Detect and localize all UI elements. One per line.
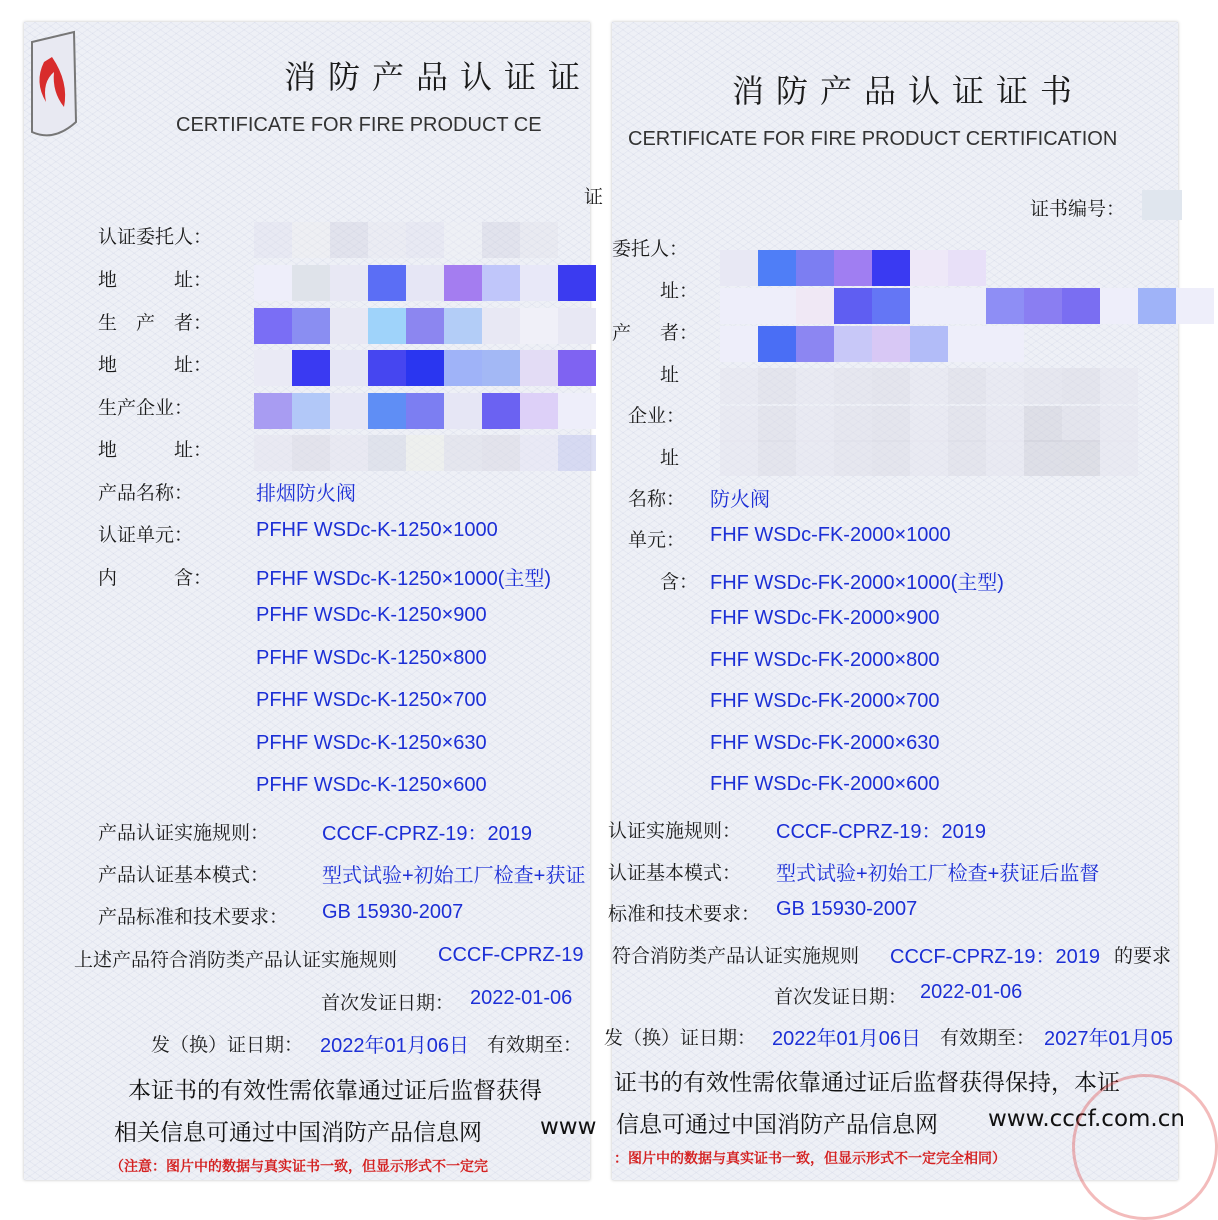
model-item: FHF WSDc-FK-2000×600 [710,773,940,795]
model-item: PFHF WSDc-K-1250×1000(主型) [256,568,552,590]
cert-no-label: 证书编号： [1030,198,1126,220]
unit-label: 认证单元： [98,524,194,546]
mode-value: 型式试验+初始工厂检查+获证后监督 [776,863,1100,885]
model-item: PFHF WSDc-K-1250×800 [256,647,487,669]
product-name-value: 排烟防火阀 [256,483,356,505]
conform-text: 符合消防类产品认证实施规则 [612,945,860,967]
factory-label: 生产企业： [98,397,194,419]
first-issue-value: 2022-01-06 [920,981,1023,1003]
unit-value: FHF WSDc-FK-2000×1000 [710,524,951,546]
redacted-producer [254,308,596,344]
model-item: FHF WSDc-FK-2000×700 [710,690,940,712]
standard-value: GB 15930-2007 [322,901,464,923]
conform-rule: CCCF-CPRZ-19：2019 [890,946,1101,968]
product-name-value: 防火阀 [710,489,770,511]
rule-value: CCCF-CPRZ-19：2019 [776,821,987,843]
address-label: 址 [660,364,680,386]
model-item: PFHF WSDc-K-1250×600 [256,774,487,796]
info-text: 相关信息可通过中国消防产品信息网 [114,1120,482,1146]
model-item: PFHF WSDc-K-1250×700 [256,689,487,711]
model-item: FHF WSDc-FK-2000×800 [710,649,940,671]
valid-value: 2027年01月05 [1044,1028,1173,1050]
certificate-left [24,22,604,1180]
model-item: PFHF WSDc-K-1250×630 [256,732,487,754]
product-name-label: 名称： [628,488,686,510]
issue-label: 发（换）证日期： [604,1027,757,1049]
issue-value: 2022年01月06日 [320,1035,469,1057]
certificate-title: 消防产品认证证 [284,58,593,96]
disclaimer-note: （注意：图片中的数据与真实证书一致，但显示形式不一定完 [110,1159,488,1175]
model-item: PFHF WSDc-K-1250×900 [256,604,487,626]
producer-label: 者： [660,322,699,344]
seal-stamp [1072,1074,1218,1220]
info-url: www [540,1114,597,1140]
redacted-client [254,222,558,258]
redacted-address [254,350,596,386]
address-label: 址： [660,280,699,302]
standard-label: 产品标准和技术要求： [98,906,289,928]
standard-label: 标准和技术要求： [608,903,761,925]
redacted-address [720,368,1138,404]
unit-value: PFHF WSDc-K-1250×1000 [256,519,498,541]
client-label: 委托人： [612,238,689,260]
redacted-address [254,435,596,471]
rule-label: 产品认证实施规则： [98,822,270,844]
producer-label: 生 产 者： [98,312,213,334]
contains-label: 含： [660,571,699,593]
client-label: 认证委托人： [98,226,213,248]
address-label: 地 址： [98,269,213,291]
certificate-right [604,22,1185,1180]
rule-label: 认证实施规则： [608,820,742,842]
address-label: 地 址： [98,439,213,461]
validity-text: 证书的有效性需依靠通过证后监督获得保持，本证 [614,1070,1120,1096]
producer-label-cut: 产 [612,322,632,344]
valid-label: 有效期至： [940,1027,1036,1049]
redacted-producer [720,326,1024,362]
product-name-label: 产品名称： [98,482,194,504]
fire-logo-icon [24,22,84,152]
certificate-subtitle: CERTIFICATE FOR FIRE PRODUCT CERTIFICATION [628,128,1118,150]
first-issue-value: 2022-01-06 [470,987,573,1009]
model-item: FHF WSDc-FK-2000×900 [710,607,940,629]
redacted-factory [254,393,596,429]
redacted-address [254,265,596,301]
mode-label: 产品认证基本模式： [98,864,270,886]
validity-text: 本证书的有效性需依靠通过证后监督获得 [128,1078,542,1104]
redacted-client [720,250,986,286]
redacted-address [720,288,1214,324]
standard-value: GB 15930-2007 [776,898,918,920]
issue-value: 2022年01月06日 [772,1028,921,1050]
certificate-title: 消防产品认证证书 [732,72,1085,110]
conform-suffix: 的要求 [1114,945,1172,967]
issue-label: 发（换）证日期： [151,1034,304,1056]
unit-label: 单元： [628,529,686,551]
address-label: 址 [660,447,680,469]
info-url: www.cccf.com.cn [988,1106,1185,1132]
redacted-cert-no [1142,190,1182,220]
certificate-subtitle: CERTIFICATE FOR FIRE PRODUCT CE [176,114,542,136]
contains-label: 内 含： [98,567,213,589]
model-item: FHF WSDc-FK-2000×630 [710,732,940,754]
rule-value: CCCF-CPRZ-19：2019 [322,823,533,845]
valid-label: 有效期至： [487,1034,583,1056]
disclaimer-note: ：图片中的数据与真实证书一致，但显示形式不一定完全相同） [614,1151,1006,1167]
mode-label: 认证基本模式： [608,862,742,884]
first-issue-label: 首次发证日期： [321,992,455,1014]
cert-no-fragment: 证 [584,186,604,208]
info-text: 信息可通过中国消防产品信息网 [616,1112,938,1138]
first-issue-label: 首次发证日期： [774,986,908,1008]
redacted-factory [720,406,1138,442]
conform-text: 上述产品符合消防类产品认证实施规则 [74,949,398,971]
address-label: 地 址： [98,354,213,376]
mode-value: 型式试验+初始工厂检查+获证 [322,865,586,887]
conform-rule: CCCF-CPRZ-19 [438,944,584,966]
redacted-address [720,440,1138,476]
factory-label: 企业： [628,405,686,427]
model-item: FHF WSDc-FK-2000×1000(主型) [710,572,1004,594]
